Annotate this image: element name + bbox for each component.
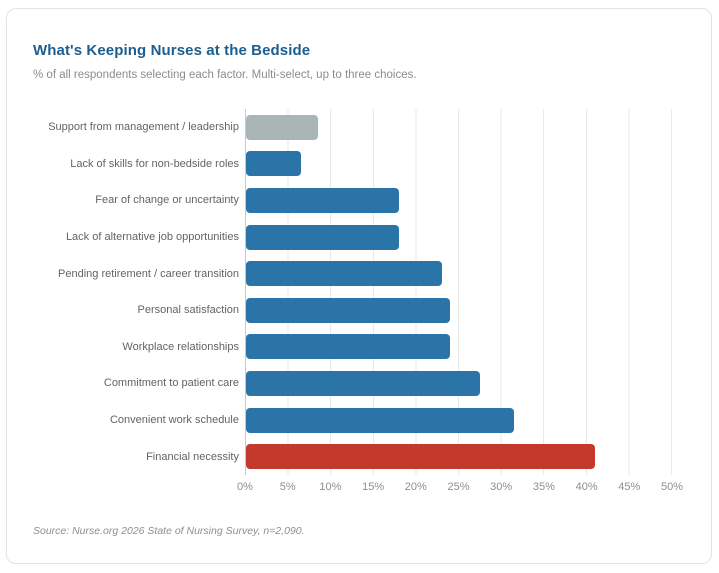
bar bbox=[246, 334, 450, 359]
chart-header bbox=[7, 9, 711, 81]
bar bbox=[246, 408, 514, 433]
x-axis-ticks bbox=[237, 479, 684, 501]
bar bbox=[246, 298, 450, 323]
category-labels bbox=[33, 109, 239, 501]
bar-row bbox=[246, 292, 672, 329]
plot-area bbox=[245, 109, 672, 475]
bar-row bbox=[246, 365, 672, 402]
category-label: Fear of change or uncertainty bbox=[95, 194, 239, 207]
bar-row bbox=[246, 329, 672, 366]
x-tick-label: 5% bbox=[279, 481, 296, 493]
x-tick-label: 40% bbox=[575, 481, 598, 493]
bar bbox=[246, 188, 399, 213]
bar-row bbox=[246, 402, 672, 439]
x-tick-label: 50% bbox=[660, 481, 684, 493]
bar bbox=[246, 151, 301, 176]
source-note: Source: Nurse.org 2026 State of Nursing Survey, n=2,090. bbox=[33, 525, 305, 537]
x-tick-label: 0% bbox=[237, 481, 253, 493]
x-tick-label: 45% bbox=[618, 481, 641, 493]
x-tick-label: 30% bbox=[490, 481, 513, 493]
category-label: Commitment to patient care bbox=[103, 377, 239, 390]
bar-row bbox=[246, 219, 672, 256]
x-tick-label: 35% bbox=[532, 481, 555, 493]
bar-row bbox=[246, 109, 672, 146]
bar-row bbox=[246, 255, 672, 292]
bar-row bbox=[246, 146, 672, 183]
x-tick-label: 20% bbox=[404, 481, 427, 493]
bar-chart bbox=[7, 109, 711, 501]
category-label: Financial necessity bbox=[146, 450, 239, 463]
category-label: Workplace relationships bbox=[122, 340, 239, 353]
chart-title: What's Keeping Nurses at the Bedside bbox=[33, 42, 311, 59]
category-label: Personal satisfaction bbox=[137, 304, 239, 317]
bar bbox=[246, 115, 318, 140]
category-label: Lack of alternative job opportunities bbox=[65, 231, 239, 244]
bar-row bbox=[246, 438, 672, 475]
category-label: Pending retirement / career transition bbox=[58, 267, 239, 280]
bar bbox=[246, 225, 399, 250]
category-label: Lack of skills for non-bedside roles bbox=[70, 157, 239, 170]
chart-card bbox=[6, 8, 712, 564]
bar-row bbox=[246, 182, 672, 219]
bar bbox=[246, 371, 480, 396]
plot-column bbox=[237, 109, 684, 501]
x-tick-label: 10% bbox=[319, 481, 342, 493]
chart-subtitle: % of all respondents selecting each factor. Multi-select, up to three choices. bbox=[33, 69, 417, 81]
bar bbox=[246, 444, 595, 469]
bar bbox=[246, 261, 442, 286]
category-label: Support from management / leadership bbox=[48, 121, 239, 134]
category-label: Convenient work schedule bbox=[109, 414, 239, 426]
x-tick-label: 25% bbox=[447, 481, 470, 493]
x-tick-label: 15% bbox=[362, 481, 385, 493]
